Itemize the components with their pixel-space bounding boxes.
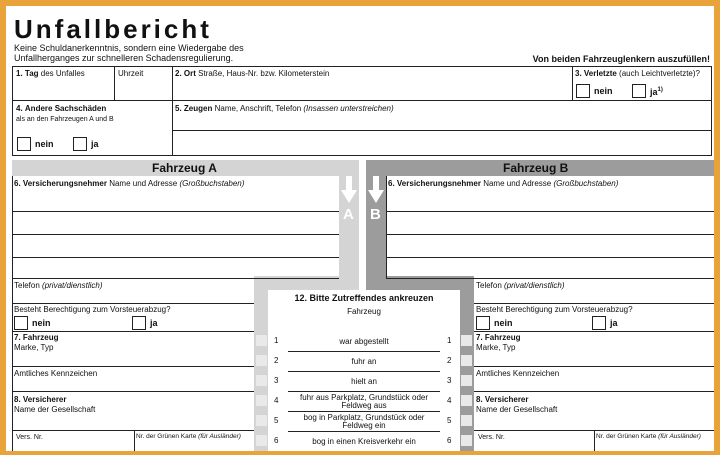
arrow-down-a-icon [341, 176, 357, 204]
vehicle-b-policy-label: Vers. Nr. [478, 434, 505, 441]
injured-no-label: nein [594, 86, 613, 96]
vehicle-a-tax-yes-label: ja [150, 318, 158, 328]
vehicle-b-insurer-label: 8. Versicherer [476, 395, 529, 404]
lane-letter-b: B [370, 206, 381, 223]
row-text: bog in einen Kreisverkehr ein [312, 436, 416, 446]
row-text: fuhr aus Parkplatz, Grundstück oder Feldweg aus [299, 392, 429, 410]
vehicle-b-tax-yes-label: ja [610, 318, 618, 328]
vehicle-a-insured-label: 6. Versicherungsnehmer Name und Adresse (Großbuchstaben) [14, 179, 245, 188]
other-damage-yes-label: ja [91, 139, 99, 149]
accident-report-form [6, 6, 714, 451]
field-other-damage: 4. Andere Sachschäden [16, 104, 107, 113]
other-damage-yes-checkbox[interactable] [73, 137, 87, 151]
row-a-number: 6 [274, 436, 279, 445]
fill-notice: Von beiden Fahrzeuglenkern auszufüllen! [532, 54, 710, 64]
form-subtitle-line1: Keine Schuldanerkenntnis, sondern eine Wiedergabe des [14, 43, 244, 53]
row-b-checkbox[interactable] [461, 355, 472, 366]
vehicle-a-insurer-label: 8. Versicherer [14, 395, 67, 404]
row-divider [288, 411, 440, 412]
field-witnesses: 5. Zeugen Name, Anschrift, Telefon (Insassen unterstreichen) [175, 104, 394, 113]
vehicle-a-car-label: 7. Fahrzeug [14, 333, 59, 342]
row-b-checkbox[interactable] [461, 375, 472, 386]
row-a-number: 4 [274, 396, 279, 405]
vehicle-b-car-label: 7. Fahrzeug [476, 333, 521, 342]
row-divider [288, 351, 440, 352]
vehicle-a-phone-label: Telefon (privat/dienstlich) [14, 281, 103, 290]
vehicle-b-title: Fahrzeug B [503, 161, 569, 175]
vehicle-a-car-hint: Marke, Typ [14, 343, 54, 352]
vehicle-b-phone-label: Telefon (privat/dienstlich) [476, 281, 565, 290]
form-subtitle-line2: Unfallherganges zur schnelleren Schadensregulierung. [14, 53, 234, 63]
row-text: fuhr an [351, 356, 377, 366]
vehicle-b-tax-label: Besteht Berechtigung zum Vorsteuerabzug? [476, 305, 633, 314]
vehicle-b-tax-yes-checkbox[interactable] [592, 316, 606, 330]
row-b-number: 4 [447, 396, 452, 405]
section12-title: 12. Bitte Zutreffendes ankreuzen [294, 293, 434, 303]
injured-yes-checkbox[interactable] [632, 84, 646, 98]
row-b-checkbox[interactable] [461, 395, 472, 406]
row-a-checkbox[interactable] [256, 375, 267, 386]
row-text: hielt an [351, 376, 377, 386]
vehicle-b-car-hint: Marke, Typ [476, 343, 516, 352]
row-a-checkbox[interactable] [256, 415, 267, 426]
arrow-down-b-icon [368, 176, 384, 204]
row-a-checkbox[interactable] [256, 335, 267, 346]
vehicle-b-plate-label: Amtliches Kennzeichen [476, 369, 560, 378]
vehicle-b-tax-no-label: nein [494, 318, 513, 328]
row-a-number: 3 [274, 376, 279, 385]
vehicle-a-policy-label: Vers. Nr. [16, 434, 43, 441]
row-a-number: 2 [274, 356, 279, 365]
lane-letter-a: A [343, 206, 354, 223]
section12-column-label: Fahrzeug [347, 307, 381, 316]
vehicle-b-green-card-label: Nr. der Grünen Karte (für Ausländer) [596, 433, 701, 440]
field-date: 1. Tag des Unfalles [16, 69, 85, 78]
field-time-label: Uhrzeit [118, 69, 144, 78]
field-other-damage-hint: als an den Fahrzeugen A und B [16, 116, 114, 123]
row-divider [288, 371, 440, 372]
row-a-checkbox[interactable] [256, 435, 267, 446]
field-injured: 3. Verletzte (auch Leichtverletzte)? [575, 69, 700, 78]
vehicle-b-insurer-hint: Name der Gesellschaft [476, 405, 558, 414]
row-text: war abgestellt [339, 336, 389, 346]
vehicle-a-tax-no-label: nein [32, 318, 51, 328]
row-a-checkbox[interactable] [256, 355, 267, 366]
row-b-checkbox[interactable] [461, 435, 472, 446]
vehicle-a-insurer-hint: Name der Gesellschaft [14, 405, 96, 414]
form-title: Unfallbericht [14, 14, 212, 44]
injured-no-checkbox[interactable] [576, 84, 590, 98]
row-a-number: 5 [274, 416, 279, 425]
row-b-number: 1 [447, 336, 452, 345]
row-b-number: 3 [447, 376, 452, 385]
row-b-checkbox[interactable] [461, 335, 472, 346]
row-b-number: 6 [447, 436, 452, 445]
row-divider [288, 391, 440, 392]
vehicle-a-tax-yes-checkbox[interactable] [132, 316, 146, 330]
vehicle-a-green-card-label: Nr. der Grünen Karte (für Ausländer) [136, 433, 241, 440]
row-text: bog in Parkplatz, Grundstück oder Feldweg ein [303, 412, 425, 430]
other-damage-no-checkbox[interactable] [17, 137, 31, 151]
row-b-number: 5 [447, 416, 452, 425]
vehicle-b-tax-no-checkbox[interactable] [476, 316, 490, 330]
row-b-checkbox[interactable] [461, 415, 472, 426]
other-damage-no-label: nein [35, 139, 54, 149]
row-b-number: 2 [447, 356, 452, 365]
vehicle-b-insured-label: 6. Versicherungsnehmer Name und Adresse (Großbuchstaben) [388, 179, 619, 188]
row-a-number: 1 [274, 336, 279, 345]
vehicle-a-tax-no-checkbox[interactable] [14, 316, 28, 330]
vehicle-a-title: Fahrzeug A [152, 161, 217, 175]
row-a-checkbox[interactable] [256, 395, 267, 406]
row-divider [288, 431, 440, 432]
injured-yes-label: $ja^{1)}$ [650, 87, 663, 97]
vehicle-a-plate-label: Amtliches Kennzeichen [14, 369, 98, 378]
vehicle-a-tax-label: Besteht Berechtigung zum Vorsteuerabzug? [14, 305, 171, 314]
field-location: 2. Ort Straße, Haus-Nr. bzw. Kilometerstein [175, 69, 330, 78]
